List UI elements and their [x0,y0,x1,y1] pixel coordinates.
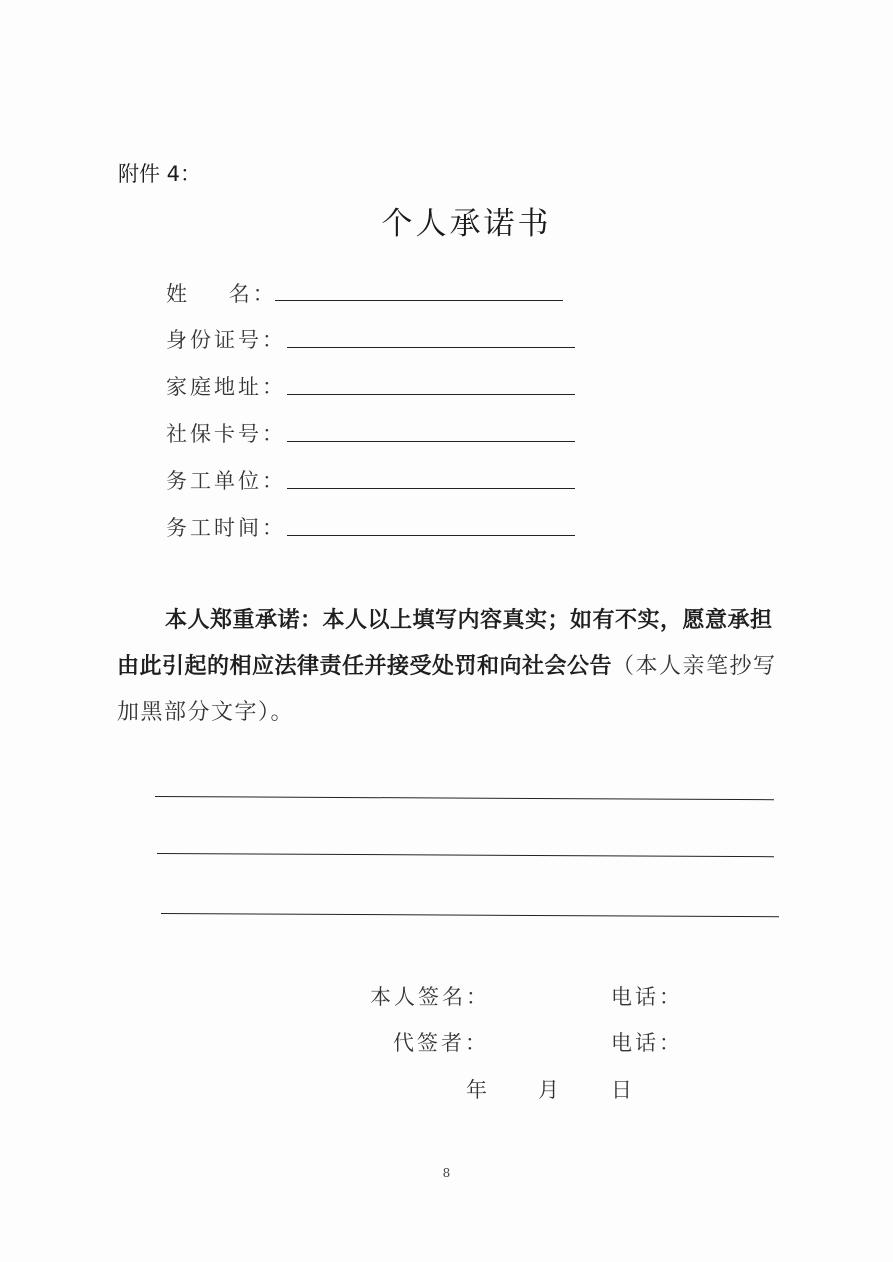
phone-label-proxy: 电话： [611,1031,683,1055]
page-number: 8 [442,1166,451,1180]
home-address-field-label: 家庭地址： [166,375,286,399]
document-title: 个人承诺书 [381,206,552,242]
pledge-paragraph [117,598,787,736]
copy-line-1[interactable] [155,796,774,800]
social-security-card-field-line[interactable] [287,441,575,442]
copy-line-2[interactable] [157,853,774,857]
proxy-signature-label: 代签者： [393,1031,489,1055]
work-unit-field-label: 务工单位： [166,469,286,493]
work-time-field-label: 务工时间： [166,516,286,540]
work-time-field-line[interactable] [287,535,575,536]
date-month-label: 月 [538,1078,562,1102]
attachment-label: 附件 4： [118,162,202,186]
social-security-card-field-label: 社保卡号： [166,422,286,446]
name-field-line[interactable] [275,300,563,301]
pledge-bold-text: 本人郑重承诺：本人以上填写内容真实；如有不实，愿意承担由此引起的相应法律责任并接受处罚和向社会公告 [117,608,773,679]
name-field-label: 姓 名： [166,282,277,306]
copy-line-3[interactable] [161,913,779,917]
id-number-field-label: 身份证号： [166,328,286,352]
pledge-note: （本人亲笔抄写加黑部分文字）。 [117,654,777,725]
self-signature-label: 本人签名： [370,985,490,1009]
date-day-label: 日 [611,1078,635,1102]
work-unit-field-line[interactable] [287,488,575,489]
id-number-field-line[interactable] [287,347,575,348]
date-year-label: 年 [466,1078,490,1102]
home-address-field-line[interactable] [287,394,575,395]
phone-label-self: 电话： [611,985,683,1009]
